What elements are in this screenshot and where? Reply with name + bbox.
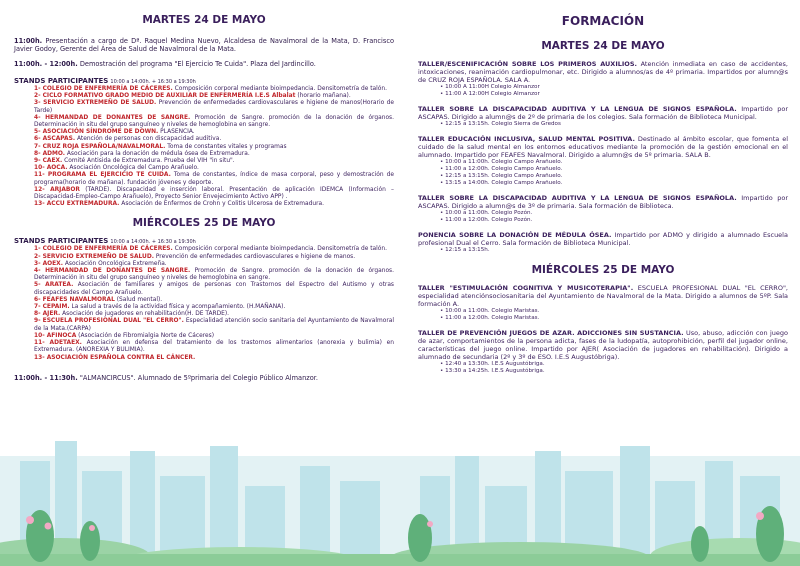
stands1-label: STANDS PARTICIPANTES xyxy=(14,77,109,85)
stand-item xyxy=(34,333,394,340)
workshop-time: • 11:00 a 12:00h. Colegio Pozón. xyxy=(418,217,788,224)
stand-desc: Asociación para la donación de médula ósea de Extremadura. xyxy=(66,150,250,157)
workshop-title: TALLER SOBRE LA DISCAPACIDAD AUDITIVA Y LA LENGUA DE SIGNOS ESPAÑOLA. xyxy=(418,105,737,113)
stand-name: 6- ASCAPAS. xyxy=(34,136,76,143)
almancircus-time: 11:00h. - 11:30h. xyxy=(14,373,78,382)
opening-entry xyxy=(14,37,394,53)
stand-name: 1- COLEGIO DE ENFERMERÍA DE CÁCERES. xyxy=(34,86,173,92)
stands2-hours: 10:00 a 14:00h. + 16:30 a 19:30h xyxy=(110,239,196,246)
workshop-title: PONENCIA SOBRE LA DONACIÓN DE MÉDULA ÓSEA. xyxy=(418,231,612,239)
workshop-desc: Uso, abuso, adicción con juego de azar, comportamientos de la persona adicta, fases de la ludopatía, autoprohibición, perfil del jugador online, características del juego online. Impartido por AJER( Asociación de jugadores en rehabilitación). Dirigido a alumnado de secundaria (2º y 3º de ESO. I.E.S Augustóbriga). xyxy=(418,329,788,361)
workshop-item xyxy=(418,329,788,375)
workshop-title: TALLER/ESCENIFICACIÓN SOBRE LOS PRIMEROS AUXILIOS. xyxy=(418,60,637,68)
stand-desc: (Salud mental). xyxy=(116,296,163,303)
stand-name: 11- PROGRAMA EL EJERCICIO TE CUIDA. xyxy=(34,172,171,179)
workshop-desc: Impartido por ADMO y dirigido a alumnado Escuela profesional Dual el Cerro. Sala formación de Biblioteca Municipal. xyxy=(418,231,788,247)
formation-day2-list xyxy=(418,284,788,375)
workshop-desc: Impartido por ASCAPAS. Dirigido a alumn@s de 3º de primaria. Sala formación de Biblioteca. xyxy=(418,194,788,210)
demo-time: 11:00h. - 12:00h. xyxy=(14,60,78,68)
stands1-heading xyxy=(14,77,394,86)
formation-title: FORMACIÓN xyxy=(561,14,645,28)
stand-name: 13- ASOCIACIÓN ESPAÑOLA CONTRA EL CÁNCER. xyxy=(34,354,196,361)
stand-name: 9- ESCUELA PROFESIONAL DUAL "EL CERRO". xyxy=(34,318,184,325)
workshop-item xyxy=(418,194,788,224)
stand-name: 10- AFINOCA xyxy=(34,332,77,339)
workshop-time: • 12:15 a 13:15h. xyxy=(418,247,788,254)
stand-item xyxy=(34,254,394,261)
day2-title: MIÉRCOLES 25 DE MAYO xyxy=(132,217,276,230)
stand-name: 4- HERMANDAD DE DONANTES DE SANGRE. xyxy=(34,268,191,275)
stand-desc: Asociación Oncológica del Campo Arañuelo. xyxy=(69,165,199,172)
workshop-title: TALLER "ESTIMULACIÓN COGNITIVA Y MUSICOTERAPIA". xyxy=(418,284,634,292)
stand-name: 2- CICLO FORMATIVO GRADO MEDIO DE AUXILIAR DE ENFERMERÍA I.E.S Albalat xyxy=(34,93,296,100)
workshop-time: • 13:30 a 14:25h. I.E.S Augustóbriga. xyxy=(418,368,788,375)
workshop-title: TALLER DE PREVENCIÓN JUEGOS DE AZAR. ADICCIONES SIN SUSTANCIA. xyxy=(418,329,684,337)
stand-name: 5- ARATEA. xyxy=(34,282,74,289)
stand-item xyxy=(34,282,394,296)
stand-desc: Asociación de jugadores en rehabilitación(H. DE TARDE). xyxy=(62,311,230,318)
stand-desc: Comité Antisida de Extremadura. Prueba del VIH "in situ". xyxy=(64,158,235,165)
stand-name: 2- SERVICIO EXTREMEÑO DE SALUD. xyxy=(34,253,154,260)
demo-entry xyxy=(14,60,394,68)
stand-desc: Promoción de Sangre. promoción de la donación de órganos. Determinación in situ del grupo sanguíneo y niveles de hemoglobina en sangre. xyxy=(34,268,395,282)
stand-name: 6- FEAFES NAVALMORAL xyxy=(34,296,115,303)
stand-name: 1- COLEGIO DE ENFERMERÍA DE CÁCERES. xyxy=(34,246,173,253)
stand-item xyxy=(34,136,394,143)
stand-desc: Composición corporal mediante bioimpedancia. Densitometría de talón. xyxy=(174,246,388,253)
workshop-time: • 11:00 a 12:00h. Colegio Maristas. xyxy=(418,315,788,322)
stands2-list xyxy=(14,246,394,361)
stand-item xyxy=(34,172,394,186)
stand-name: 3- AOEX. xyxy=(34,260,63,267)
stand-name: 8- ADMO. xyxy=(34,150,66,157)
stand-name: 5- ASOCIACIÓN SÍNDROME DE DOWN. xyxy=(34,129,159,136)
program-column xyxy=(14,0,394,382)
stand-item xyxy=(34,144,394,151)
workshop-time: • 11:00 A 12:00H Colegio Almanzor xyxy=(418,91,788,98)
workshop-time: • 10:00 A 11:00H Colegio Almanzor xyxy=(418,84,788,91)
stand-item xyxy=(34,340,394,354)
almancircus-text: "ALMANCIRCUS". Alumnado de 5ºprimaria del Colegio Público Almanzor. xyxy=(79,373,318,382)
opening-time: 11:00h. xyxy=(14,37,43,45)
formation-day1-list xyxy=(418,60,788,254)
city-park-illustration xyxy=(0,416,800,566)
stand-item xyxy=(34,261,394,268)
stand-item xyxy=(34,100,394,114)
workshop-title: TALLER SOBRE LA DISCAPACIDAD AUDITIVA Y LA LENGUA DE SIGNOS ESPAÑOLA. xyxy=(418,194,737,202)
demo-text: Demostración del programa "El Ejercicio Te Cuida". Plaza del Jardincillo. xyxy=(79,60,316,68)
stand-desc: PLASENCIA. xyxy=(160,129,195,136)
workshop-time: • 12:15 a 13:15h. Colegio Campo Arañuelo. xyxy=(418,173,788,180)
day1-title: MARTES 24 DE MAYO xyxy=(142,14,266,26)
formation-column xyxy=(418,0,788,382)
stand-desc: Atención de personas con discapacidad auditiva. xyxy=(76,136,222,143)
workshop-title: TALLER EDUCACIÓN INCLUSIVA, SALUD MENTAL POSITIVA. xyxy=(418,135,635,143)
stand-item xyxy=(34,318,394,332)
workshop-item xyxy=(418,60,788,98)
stand-desc: Toma de constantes vitales y programas xyxy=(167,143,287,150)
workshop-item xyxy=(418,105,788,128)
stand-desc: Asociación de Enfermos de Crohn y Colitis Ulcerosa de Extremadura. xyxy=(121,201,325,208)
stand-name: 7- CRUZ ROJA ESPAÑOLA/NAVALMORAL. xyxy=(34,143,166,150)
stand-desc: Asociación de familiares y amigos de personas con Trastornos del Espectro del Autismo y otras discapacidades del Campo Arañuelo. xyxy=(34,282,394,296)
stand-name: 8- AJER. xyxy=(34,311,61,318)
stand-name: 12- ARJABOR xyxy=(34,186,80,193)
stand-desc: Composición corporal mediante bioimpedancia. Densitometría de talón. xyxy=(174,86,388,92)
stand-desc: Toma de constantes, índice de masa corporal, peso y demostración de programa(horario de mañana). fundación jóvenes y deporte. xyxy=(34,172,395,186)
workshop-time: • 11:00 a 12:00h. Colegio Campo Arañuelo. xyxy=(418,166,788,173)
stand-desc: La salud a través de la actividad física y acompañamiento. (H.MAÑANA). xyxy=(71,304,286,311)
workshop-item xyxy=(418,284,788,322)
stand-desc: (Asociación de Fibromialgia Norte de Cáceres) xyxy=(78,332,215,339)
stand-item xyxy=(34,355,394,362)
stand-desc: Asociación en defensa del tratamiento de los trastornos alimentarios (anorexia y bulimia) en Extremadura. (ANOREXIA Y BULIMIA). xyxy=(34,340,394,354)
workshop-desc: Atención inmediata en caso de accidentes, intoxicaciones, reanimación cardiopulmonar, etc. Dirigido a alumnos/as de 4º primaria. Impartidos por alumn@s de CRUZ ROJA ESPAÑOLA. SALA A. xyxy=(418,60,788,84)
stand-item xyxy=(34,115,394,129)
stand-desc: Promoción de Sangre. promoción de la donación de órganos. Determinación in situ del grupo sanguíneo y niveles de hemoglobina en sangre. xyxy=(34,114,395,129)
almancircus-entry xyxy=(14,374,394,382)
formation-day2-title: MIÉRCOLES 25 DE MAYO xyxy=(531,264,675,276)
stand-name: 4- HERMANDAD DE DONANTES DE SANGRE. xyxy=(34,114,191,121)
stand-item xyxy=(34,246,394,253)
workshop-desc: Impartido por ASCAPAS. Dirigido a alumn@s de 2º de primaria de los colegios. Sala formación de Biblioteca Municipal. xyxy=(418,105,788,121)
workshop-time: • 10:00 a 11:00h. Colegio Campo Arañuelo. xyxy=(418,159,788,166)
stand-item xyxy=(34,268,394,282)
workshop-time: • 12:40 a 13:30h. I.E.S Augustóbriga. xyxy=(418,361,788,368)
stand-name: 10- AOCA. xyxy=(34,165,68,172)
stands1-hours: 10:00 a 14:00h. + 16:30 a 19:30h xyxy=(110,79,196,85)
stand-desc: Prevención de enfermedades cardiovasculares e higiene de manos. xyxy=(155,253,356,260)
workshop-time: • 10:00 a 11:00h. Colegio Pozón. xyxy=(418,210,788,217)
stands2-label: STANDS PARTICIPANTES xyxy=(14,237,109,246)
stand-item xyxy=(34,201,394,208)
workshop-time: • 12:15 a 13:15h. Colegio Sierra de Gredos xyxy=(418,121,788,128)
stand-item xyxy=(34,187,394,201)
stand-name: 13- ACCU EXTREMADURA. xyxy=(34,201,120,208)
workshop-desc: Destinado al ámbito escolar, que fomenta el cuidado de la salud mental en los entornos educativos mediante la promoción de la gestión emocional en el alumnado. Impartido por FEAFES Navalmoral. Dirigido a alumn@s de 5º primaria. SALA B. xyxy=(418,135,788,159)
workshop-time: • 13:15 a 14:00h. Colegio Campo Arañuelo. xyxy=(418,180,788,187)
formation-day1-title: MARTES 24 DE MAYO xyxy=(541,40,665,52)
stand-desc: Especialidad atención socio sanitaria del Ayuntamiento de Navalmoral de la Mata.(CARPA) xyxy=(34,318,395,332)
stand-desc: Asociación Oncológica Extremeña. xyxy=(64,260,167,267)
workshop-time: • 10:00 a 11:00h. Colegio Maristas. xyxy=(418,308,788,315)
workshop-item xyxy=(418,231,788,254)
stand-desc: Prevención de enfermedades cardiovasculares e higiene de manos(Horario de Tarde) xyxy=(34,100,395,114)
stand-name: 3- SERVICIO EXTREMEÑO DE SALUD. xyxy=(34,100,157,107)
stand-name: 7- CEPAIM. xyxy=(34,304,70,311)
stand-item xyxy=(34,297,394,304)
stand-desc: (horario mañana). xyxy=(297,93,351,100)
stand-item xyxy=(34,151,394,158)
stand-desc: (TARDE). Discapacidad e inserción laboral. Presentación de aplicación IDEMCA (Información –Discapacidad-Empleo-Campo Arañuelo), Proyecto Senior Envejecimiento Activo APP) . xyxy=(34,186,395,201)
stand-name: 11- ADETAEX. xyxy=(34,340,82,347)
workshop-desc: ESCUELA PROFESIONAL DUAL "EL CERRO", especialidad atenciónsociosanitaria del Ayuntamiento de Navalmoral de la Mata. Dirigido a alumnos de 5ºP. Sala formación A. xyxy=(418,284,788,308)
workshop-item xyxy=(418,135,788,187)
stands1-list xyxy=(14,86,394,208)
stand-name: 9- CAEX. xyxy=(34,158,63,165)
opening-text: Presentación a cargo de Dª. Raquel Medina Nuevo, Alcaldesa de Navalmoral de la Mata, D. Francisco Javier Godoy, Gerente del Área de Salud de Navalmoral de la Mata. xyxy=(14,37,394,53)
